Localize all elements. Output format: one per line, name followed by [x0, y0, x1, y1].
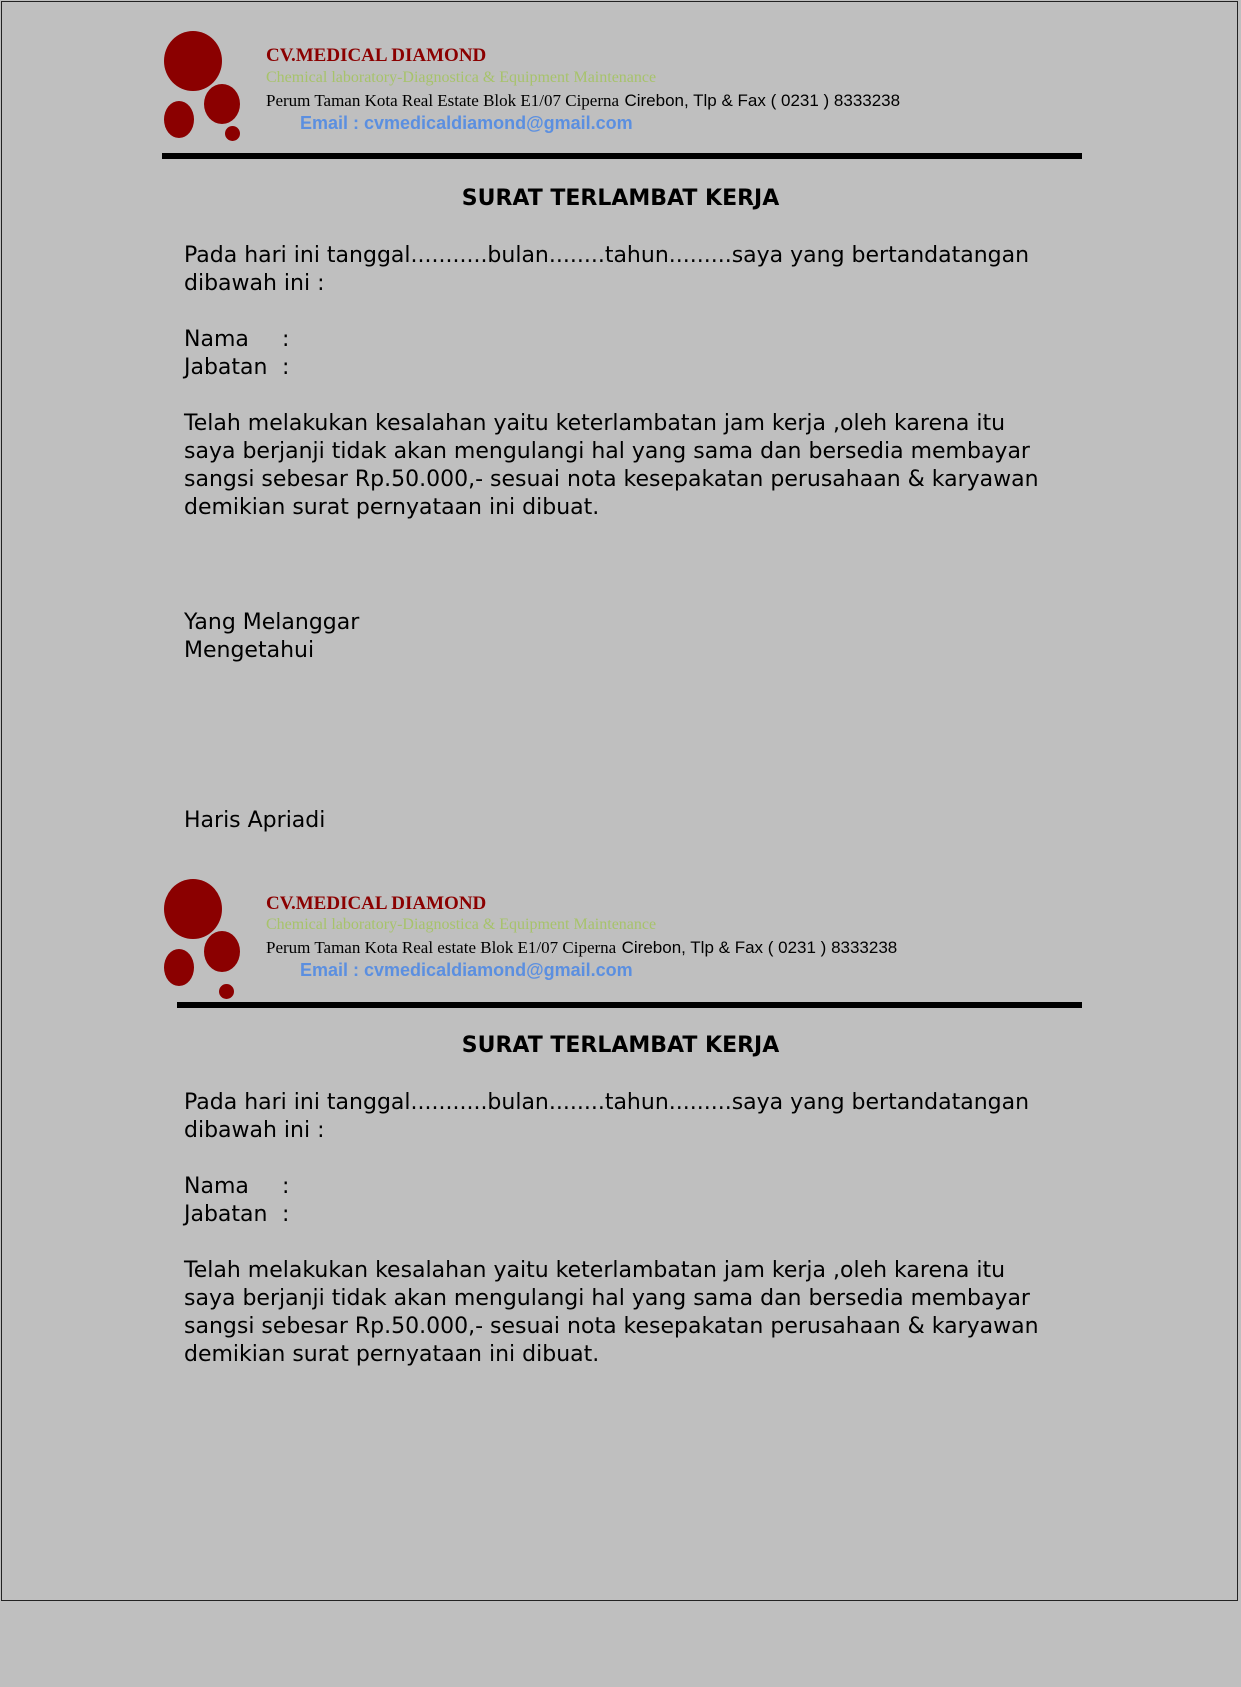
intro-text	[184, 1089, 1029, 1145]
company-address	[266, 938, 897, 958]
statement-line: sangsi sebesar Rp.50.000,- sesuai nota kesepakatan perusahaan & karyawan	[184, 467, 1039, 492]
field-label-nama: Nama	[184, 1174, 249, 1199]
header-rule	[177, 1002, 1082, 1008]
address-city-phone: Cirebon, Tlp & Fax ( 0231 ) 8333238	[621, 938, 898, 957]
statement-text	[184, 410, 1039, 522]
company-name: CV.MEDICAL DIAMOND	[266, 893, 487, 914]
field-separator: :	[282, 327, 290, 352]
company-email: Email : cvmedicaldiamond@gmail.com	[300, 960, 633, 980]
statement-line: saya berjanji tidak akan mengulangi hal yang sama dan bersedia membayar	[184, 439, 1030, 464]
intro-text	[184, 242, 1029, 298]
letter-2	[0, 847, 1241, 1687]
field-separator: :	[282, 1174, 290, 1199]
field-separator: :	[282, 1202, 290, 1227]
company-address	[266, 91, 900, 111]
signature-witness-label: Mengetahui	[184, 638, 315, 663]
statement-line: Telah melakukan kesalahan yaitu keterlambatan jam kerja ,oleh karena itu	[184, 1258, 1006, 1283]
company-tagline: Chemical laboratory-Diagnostica & Equipment Maintenance	[266, 69, 657, 86]
header-rule	[162, 153, 1082, 159]
intro-line-1: Pada hari ini tanggal...........bulan........tahun.........saya yang bertandatangan	[184, 1090, 1030, 1115]
address-city-phone: Cirebon, Tlp & Fax ( 0231 ) 8333238	[624, 91, 901, 110]
statement-line: demikian surat pernyataan ini dibuat.	[184, 495, 600, 520]
signature-offender-label: Yang Melanggar	[184, 610, 360, 635]
company-name: CV.MEDICAL DIAMOND	[266, 45, 487, 66]
signature-block	[184, 609, 359, 665]
intro-line-2: dibawah ini :	[184, 271, 325, 296]
letter-1	[0, 0, 1241, 840]
field-separator: :	[282, 355, 290, 380]
letter-title: SURAT TERLAMBAT KERJA	[461, 186, 780, 211]
field-label-jabatan: Jabatan	[184, 1202, 268, 1227]
form-fields	[184, 1173, 289, 1229]
address-street: Perum Taman Kota Real Estate Blok E1/07 Ciperna	[266, 91, 620, 110]
statement-line: sangsi sebesar Rp.50.000,- sesuai nota kesepakatan perusahaan & karyawan	[184, 1314, 1039, 1339]
signer-name: Haris Apriadi	[184, 808, 326, 833]
company-email: Email : cvmedicaldiamond@gmail.com	[300, 113, 633, 133]
field-label-nama: Nama	[184, 327, 249, 352]
statement-text	[184, 1257, 1039, 1369]
letter-title: SURAT TERLAMBAT KERJA	[461, 1033, 780, 1058]
statement-line: demikian surat pernyataan ini dibuat.	[184, 1342, 600, 1367]
address-street: Perum Taman Kota Real estate Blok E1/07 Ciperna	[266, 938, 617, 957]
field-label-jabatan: Jabatan	[184, 355, 268, 380]
company-tagline: Chemical laboratory-Diagnostica & Equipment Maintenance	[266, 916, 657, 933]
statement-line: Telah melakukan kesalahan yaitu keterlambatan jam kerja ,oleh karena itu	[184, 411, 1006, 436]
intro-line-1: Pada hari ini tanggal...........bulan........tahun.........saya yang bertandatangan	[184, 243, 1030, 268]
intro-line-2: dibawah ini :	[184, 1118, 325, 1143]
statement-line: saya berjanji tidak akan mengulangi hal yang sama dan bersedia membayar	[184, 1286, 1030, 1311]
form-fields	[184, 326, 289, 382]
